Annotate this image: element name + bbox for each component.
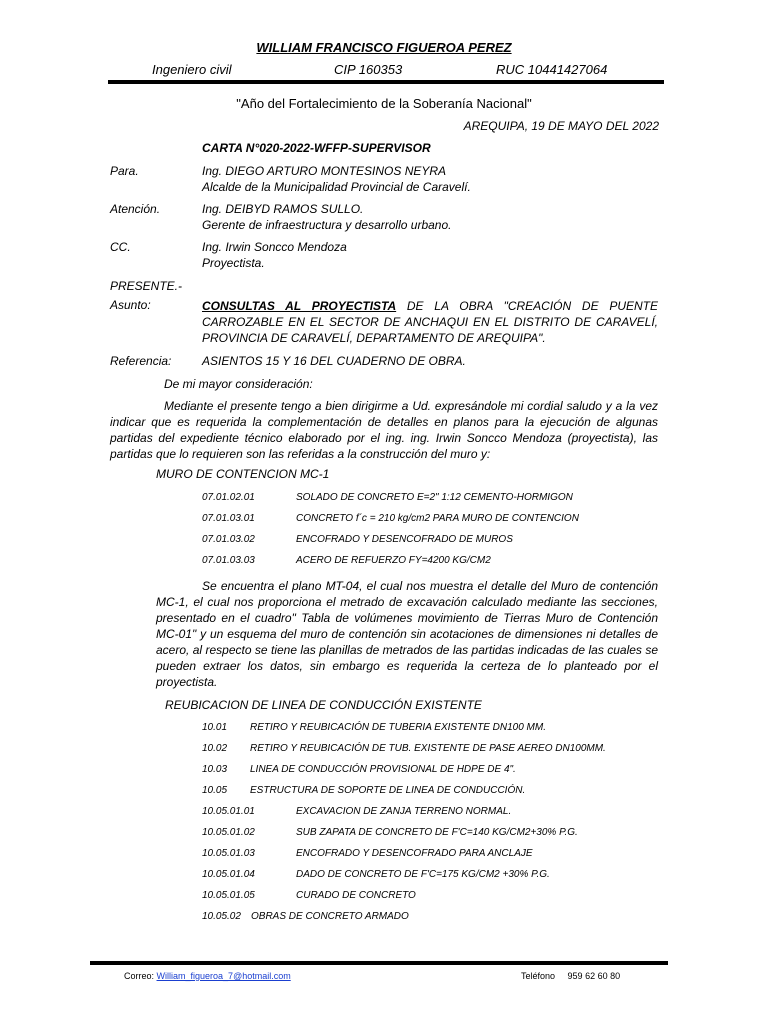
- asunto-rest: DE LA OBRA "CREACIÓN DE PUENTE CARROZABLE EN EL SECTOR DE ANCHAQUI EN EL DISTRITO DE CARAVELÍ, PROVINCIA DE CARAVELÍ, DEPARTAMENTO DE AREQUIPA".: [202, 299, 658, 345]
- section1-item-desc: CONCRETO f´c = 210 kg/cm2 PARA MURO DE CONTENCION: [296, 513, 579, 524]
- section2-item-desc: RETIRO Y REUBICACIÓN DE TUB. EXISTENTE DE PASE AEREO DN100MM.: [250, 743, 606, 754]
- section2-item-code: 10.05.01.03: [202, 848, 255, 859]
- section2-item-desc: CURADO DE CONCRETO: [296, 890, 416, 901]
- section2-item-desc: OBRAS DE CONCRETO ARMADO: [251, 911, 409, 922]
- section1-item-desc: SOLADO DE CONCRETO E=2" 1:12 CEMENTO-HORMIGON: [296, 492, 573, 503]
- asunto-label: Asunto:: [110, 298, 151, 312]
- cc-label: CC.: [110, 240, 131, 254]
- section2-item-desc: RETIRO Y REUBICACIÓN DE TUBERIA EXISTENTE DN100 MM.: [250, 722, 546, 733]
- section2-item-desc: SUB ZAPATA DE CONCRETO DE F'C=140 KG/CM2+30% P.G.: [296, 827, 578, 838]
- section2-item-code: 10.05.01.05: [202, 890, 255, 901]
- referencia-value: ASIENTOS 15 Y 16 DEL CUADERNO DE OBRA.: [202, 354, 466, 368]
- section1-item-code: 07.01.03.02: [202, 534, 255, 545]
- cc-line1: Ing. Irwin Soncco Mendoza: [202, 240, 347, 254]
- footer-divider: [90, 961, 668, 965]
- section2-item-code: 10.05.01.04: [202, 869, 255, 880]
- section2-item-code: 10.05: [202, 785, 228, 796]
- section1-item-code: 07.01.03.01: [202, 513, 255, 524]
- section2-title: REUBICACION DE LINEA DE CONDUCCIÓN EXISTENTE: [165, 698, 482, 712]
- author-title: Ingeniero civil: [152, 62, 232, 77]
- presente-label: PRESENTE.-: [110, 279, 183, 293]
- para-label: Para.: [110, 164, 139, 178]
- phone-number: 959 62 60 80: [567, 971, 621, 981]
- section1-item-desc: ACERO DE REFUERZO FY=4200 KG/CM2: [296, 555, 491, 566]
- referencia-label: Referencia:: [110, 354, 172, 368]
- intro-paragraph: Mediante el presente tengo a bien dirigirme a Ud. expresándole mi cordial saludo y a la vez indicar que es requerida la complementación de detalles en planos para la ejecución de algunas partidas del expediente técnico elaborado por el ing. ing. Irwin Soncco Mendoza (proyectista), las partidas que lo requieren son las referidas a la construcción del muro y:: [110, 399, 658, 461]
- header-divider: [108, 80, 664, 84]
- section1-item-code: 07.01.03.03: [202, 555, 255, 566]
- author-ruc: RUC 10441427064: [496, 62, 608, 77]
- author-name: WILLIAM FRANCISCO FIGUEROA PEREZ: [256, 40, 512, 55]
- section2-item-desc: LINEA DE CONDUCCIÓN PROVISIONAL DE HDPE DE 4".: [250, 764, 516, 775]
- email-link[interactable]: William_figueroa_7@hotmail.com: [156, 971, 291, 981]
- section1-item-desc: ENCOFRADO Y DESENCOFRADO DE MUROS: [296, 534, 513, 545]
- author-cip: CIP 160353: [334, 62, 403, 77]
- section2-item-code: 10.05.01.01: [202, 806, 255, 817]
- letter-date: AREQUIPA, 19 DE MAYO DEL 2022: [463, 119, 659, 133]
- section2-item-desc: DADO DE CONCRETO DE F'C=175 KG/CM2 +30% P.G.: [296, 869, 550, 880]
- section2-item-desc: ESTRUCTURA DE SOPORTE DE LINEA DE CONDUCCIÓN.: [250, 785, 526, 796]
- atencion-line2: Gerente de infraestructura y desarrollo urbano.: [202, 218, 452, 232]
- para-line2: Alcalde de la Municipalidad Provincial de Caravelí.: [202, 180, 471, 194]
- section2-item-desc: ENCOFRADO Y DESENCOFRADO PARA ANCLAJE: [296, 848, 533, 859]
- asunto-text: [202, 298, 658, 346]
- para-line1: Ing. DIEGO ARTURO MONTESINOS NEYRA: [202, 164, 447, 178]
- phone-label: Teléfono: [521, 971, 556, 981]
- section2-item-code: 10.02: [202, 743, 228, 754]
- section2-item-code: 10.05.02: [202, 911, 241, 922]
- section1-paragraph: Se encuentra el plano MT-04, el cual nos muestra el detalle del Muro de contención MC-1, el cual nos proporciona el metrado de excavación calculado mediante las secciones, presentado en el cuadro" Tabla de volúmenes movimiento de Tierras Muro de Contención MC-01" y un esquema del muro de contención sin acotaciones de dimensiones ni detalles de acero, al respecto se tiene las planillas de metrados de las partidas indicadas de las cuales se pueden extraer los datos, sin embargo es requerida la certeza de lo planteado por el proyectista.: [156, 579, 658, 689]
- section2-item-code: 10.01: [202, 722, 228, 733]
- letter-number: CARTA N°020-2022-WFFP-SUPERVISOR: [202, 141, 431, 155]
- footer-phone: [521, 971, 620, 981]
- section1-title: MURO DE CONTENCION MC-1: [156, 467, 330, 481]
- section2-item-code: 10.03: [202, 764, 228, 775]
- atencion-line1: Ing. DEIBYD RAMOS SULLO.: [202, 202, 364, 216]
- greeting: De mi mayor consideración:: [164, 377, 313, 391]
- section1-item-code: 07.01.02.01: [202, 492, 255, 503]
- atencion-label: Atención.: [110, 202, 161, 216]
- motto: "Año del Fortalecimiento de la Soberanía Nacional": [236, 96, 532, 111]
- email-label: Correo:: [124, 971, 155, 981]
- asunto-bold: CONSULTAS AL PROYECTISTA: [202, 299, 397, 313]
- section2-item-code: 10.05.01.02: [202, 827, 255, 838]
- cc-line2: Proyectista.: [202, 256, 265, 270]
- footer-email: [124, 971, 291, 981]
- section2-item-desc: EXCAVACION DE ZANJA TERRENO NORMAL.: [296, 806, 512, 817]
